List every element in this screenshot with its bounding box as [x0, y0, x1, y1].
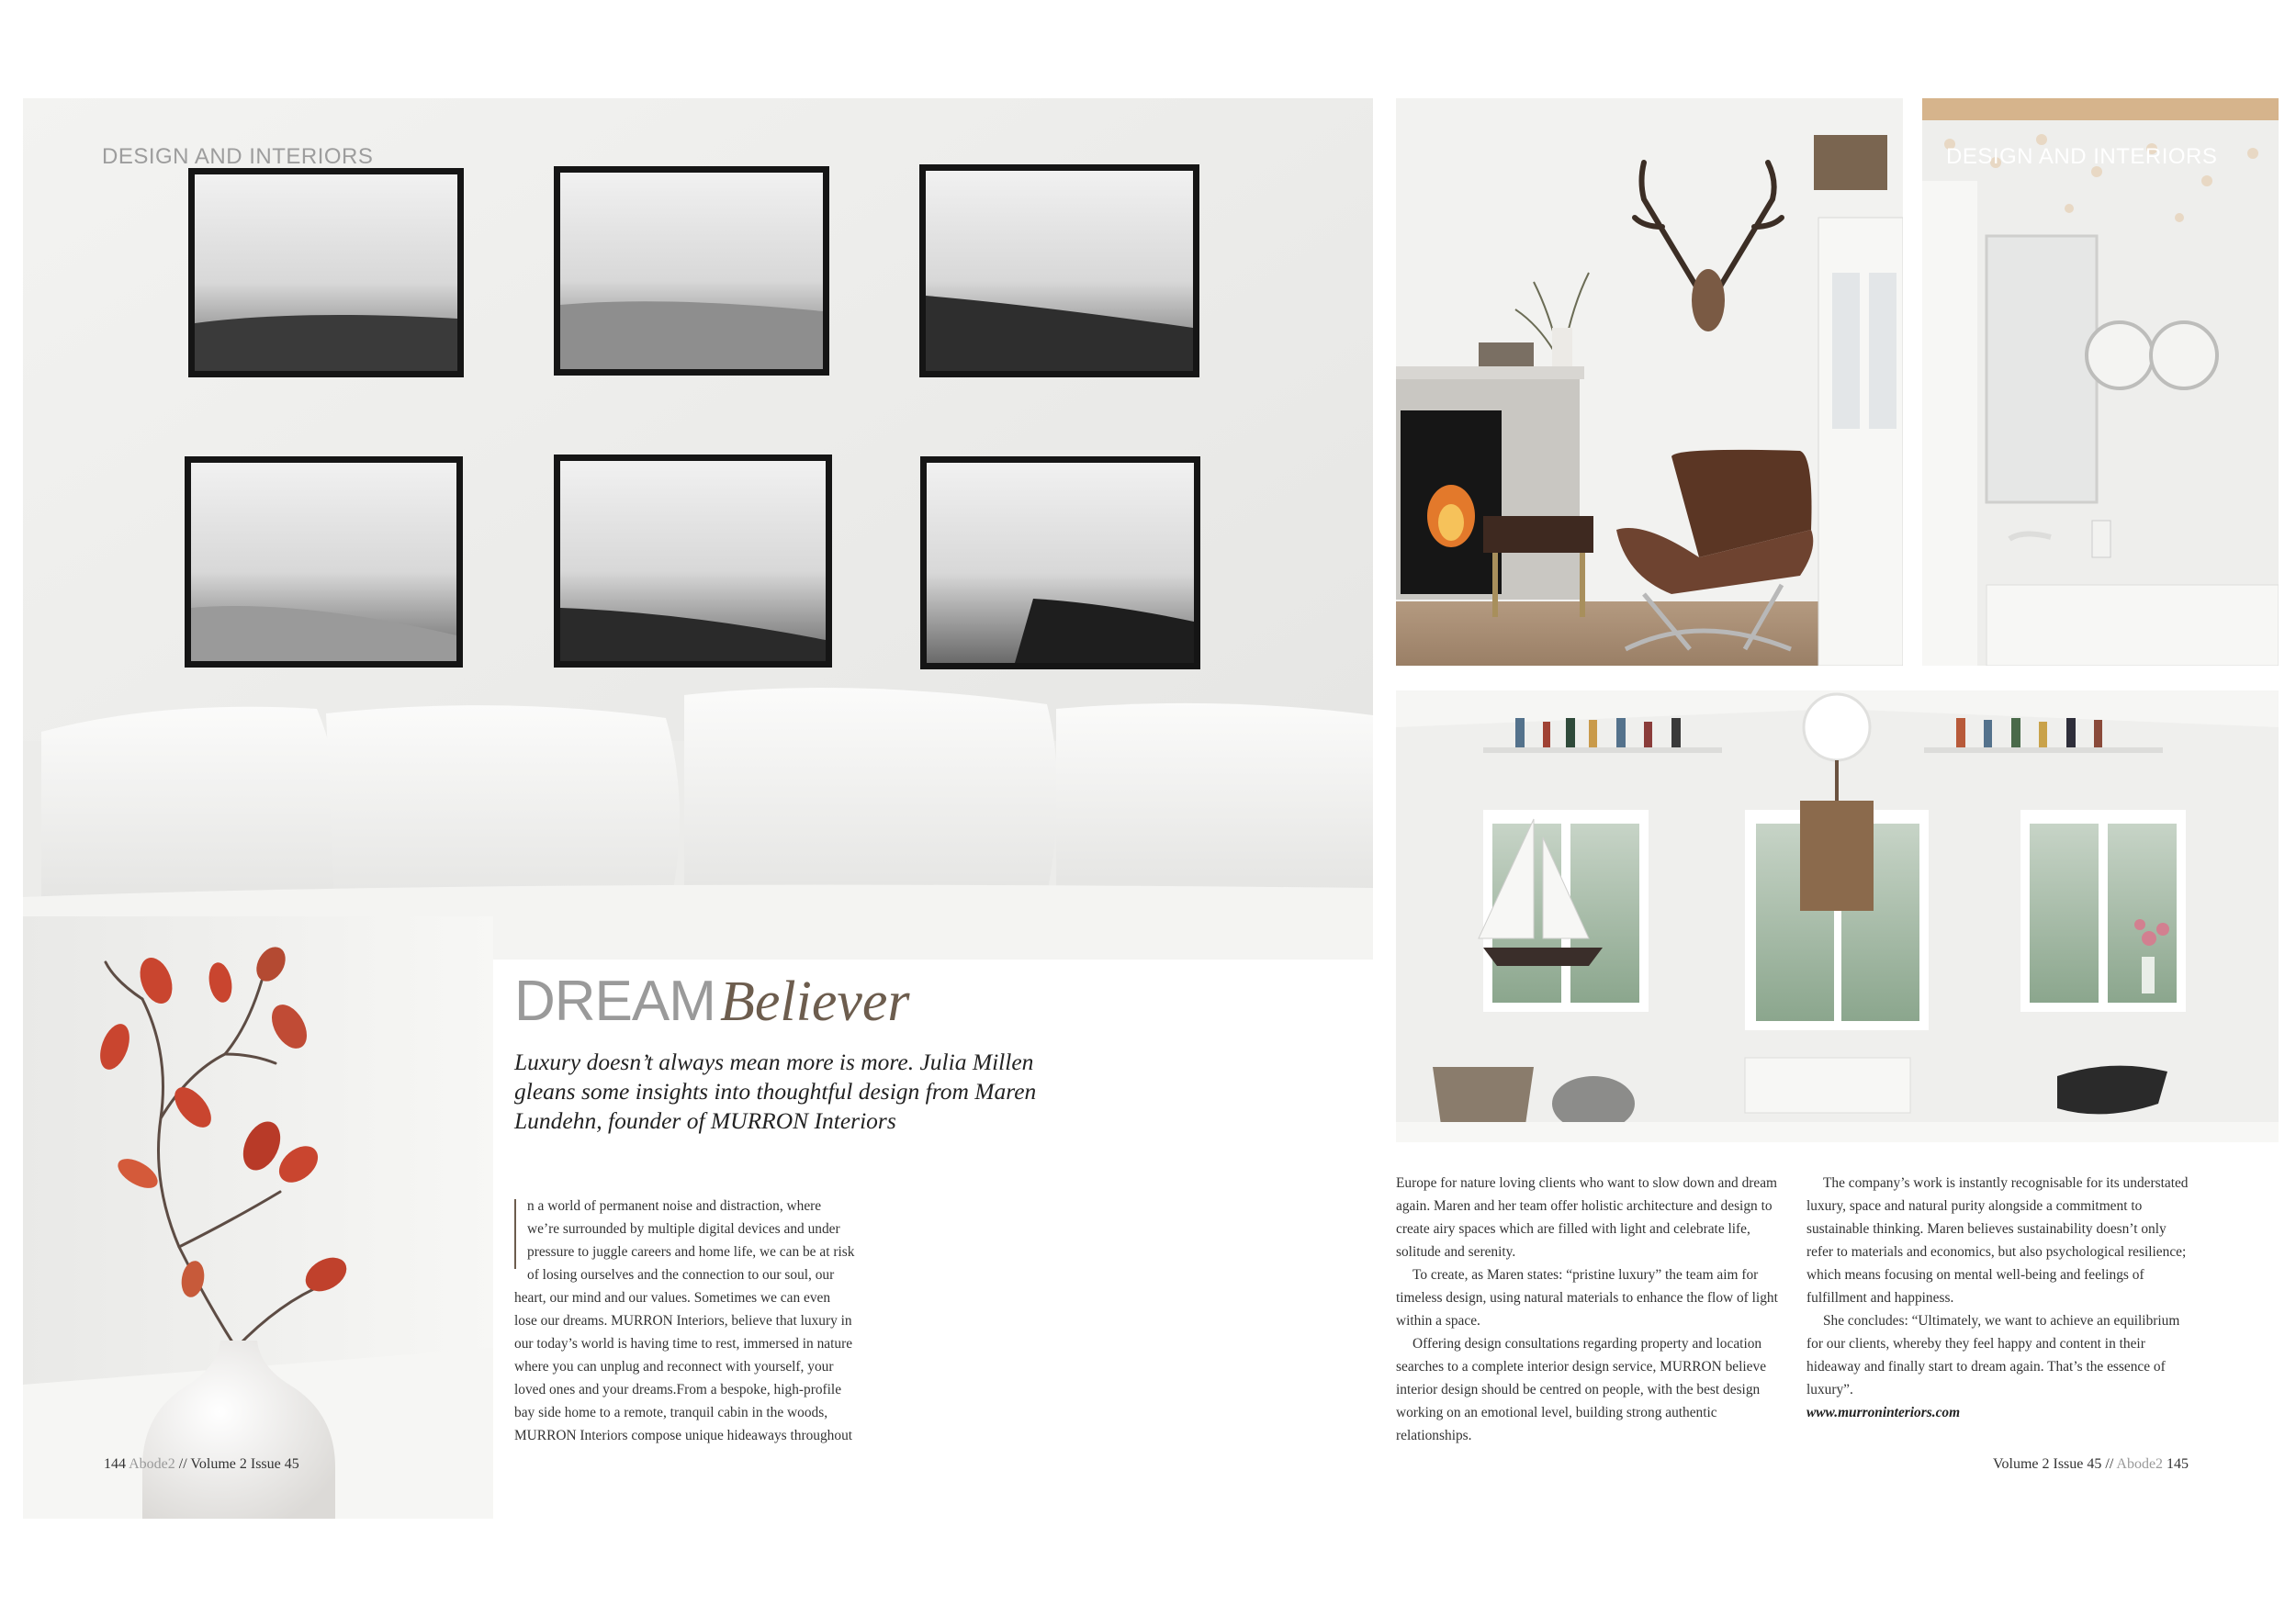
body-line: MURRON Interiors compose unique hideaways throughout [514, 1428, 853, 1443]
framed-print [185, 456, 463, 668]
body-column-3 [1806, 1172, 2192, 1424]
fireplace-chair-photo [1396, 98, 1903, 666]
magazine-brand: Abode2 [129, 1456, 175, 1472]
folio-left [104, 1456, 299, 1473]
body-line: of losing ourselves and the connection to our soul, our [527, 1267, 835, 1283]
article-headline [514, 970, 910, 1033]
headline-word-dream: DREAM [514, 970, 715, 1033]
body-line: we’re surrounded by multiple digital devices and under [527, 1221, 840, 1237]
folio-right [1993, 1456, 2189, 1473]
page-number: 145 [2167, 1456, 2189, 1472]
body-paragraph: Europe for nature loving clients who want to slow down and dream again. Maren and her team offer holistic architecture and design to create airy spaces which are filled with light and celebrate life, solitude and serenity. [1396, 1175, 1778, 1260]
body-paragraph: She concludes: “Ultimately, we want to achieve an equilibrium for our clients, whereby they feel happy and content in their hideaway and finally start to dream again. That’s the essence of luxury”. [1806, 1313, 2180, 1397]
bathroom-mirror-photo [1922, 98, 2279, 666]
body-line: pressure to juggle careers and home life, we can be at risk [527, 1244, 855, 1260]
framed-print [554, 166, 829, 376]
framed-print [920, 456, 1200, 669]
fireplace [1396, 366, 1584, 600]
headline-word-believer: Believer [720, 971, 910, 1033]
issue-label: // Volume 2 Issue 45 [178, 1456, 299, 1472]
page-number: 144 [104, 1456, 126, 1472]
body-line: loved ones and your dreams.From a bespoke, high-profile [514, 1382, 842, 1397]
body-paragraph: The company’s work is instantly recognisable for its understated luxury, space and natural purity alongside a commitment to sustainable thinking. Maren believes sustainability doesn’t only refer to materials and economics, but also psychological resilience; which means focusing on mental well-being and feelings of fulfillment and happiness. [1806, 1175, 2189, 1306]
magazine-brand: Abode2 [2116, 1456, 2164, 1472]
body-line: where you can unplug and reconnect with yourself, your [514, 1359, 834, 1375]
body-line: heart, our mind and our values. Sometimes we can even [514, 1290, 831, 1306]
body-paragraph: Offering design consultations regarding property and location searches to a complete interior design service, MURRON believe interior design should be centred on people, with the best design working on an emotional level, building strong authentic relationships. [1396, 1336, 1767, 1443]
section-tag: DESIGN AND INTERIORS [1946, 144, 2218, 169]
website-link[interactable]: www.murroninteriors.com [1806, 1405, 1961, 1420]
body-line: n a world of permanent noise and distraction, where [527, 1198, 822, 1214]
body-paragraph: To create, as Maren states: “pristine luxury” the team aim for timeless design, using natural materials to enhance the flow of light within a space. [1396, 1267, 1778, 1329]
body-column-2 [1396, 1172, 1782, 1447]
standfirst: Luxury doesn’t always mean more is more. Julia Millen gleans some insights into thoughtful design from Maren Lundehn, founder of MURRON Interiors [514, 1049, 1037, 1134]
branch-vase-photo [23, 916, 493, 1519]
hero-photo-gallery-wall-sofa [23, 98, 1373, 960]
issue-label: Volume 2 Issue 45 // [1993, 1456, 2114, 1472]
window [2020, 810, 2186, 1012]
body-column-1 [514, 1195, 909, 1447]
cabin-interior-photo [1396, 690, 2279, 1142]
body-line: bay side home to a remote, tranquil cabin in the woods, [514, 1405, 828, 1420]
body-line: lose our dreams. MURRON Interiors, believe that luxury in [514, 1313, 852, 1329]
framed-print [188, 168, 464, 377]
section-tag: DESIGN AND INTERIORS [102, 144, 374, 169]
framed-print [919, 164, 1199, 377]
framed-print [554, 455, 832, 668]
body-line: our today’s world is having time to rest, immersed in nature [514, 1336, 853, 1352]
